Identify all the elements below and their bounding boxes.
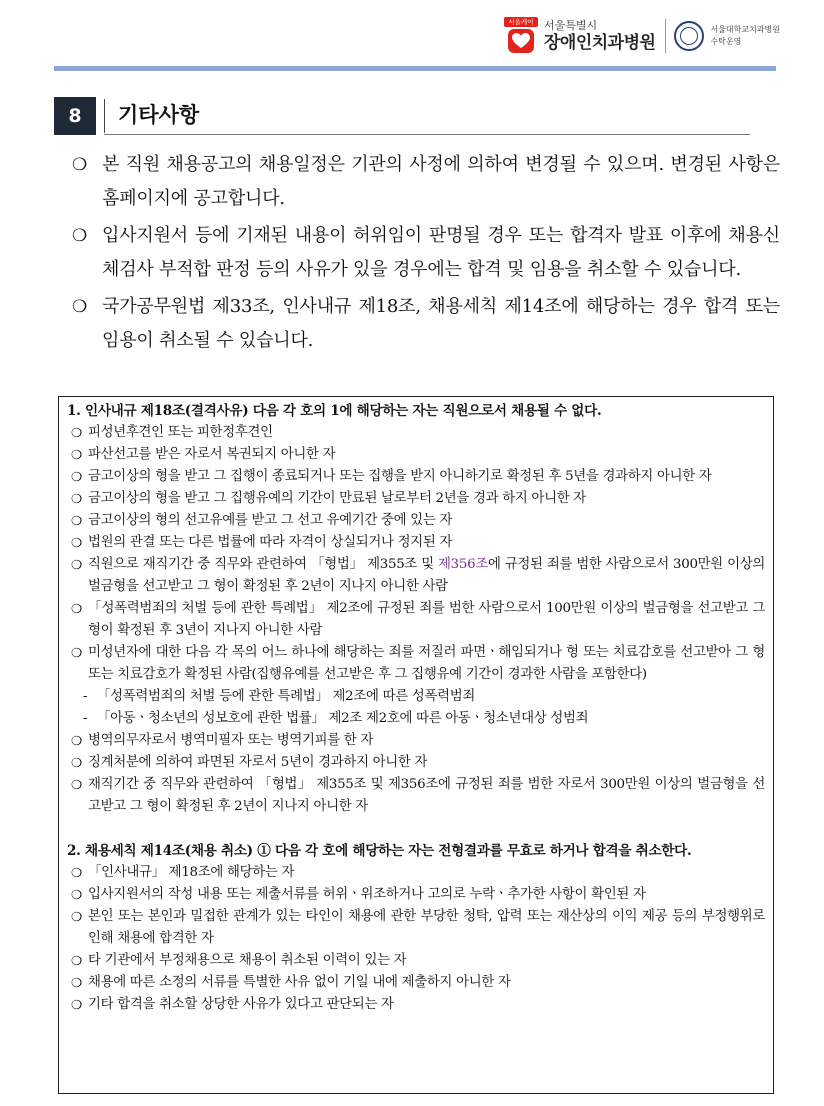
list-item [67,774,765,818]
regulation-box [58,396,774,1094]
list-item [67,950,765,972]
bullet: ❍ [71,557,83,572]
bullet: ❍ [71,975,83,990]
list-item [67,598,765,642]
bullet: ❍ [71,601,83,616]
list-item [67,466,765,488]
bullet: ❍ [71,997,83,1012]
hospital-name-block [544,19,655,54]
list-item-text: 재직기간 중 직무와 관련하여 「형법」 제355조 및 제356조에 규정된 죄를 범한 자로서 300만원 이상의 벌금형을 선고받고 그 형이 확정된 후 2년이 지나지 아니한 자 [88,777,765,814]
bullet: ❍ [72,297,88,317]
dash-bullet: - [83,689,88,704]
hospital-name: 장애인치과병원 [543,32,656,53]
list-item-text [88,554,765,598]
list-item-text: 「인사내규」 제18조에 해당하는 자 [88,865,295,880]
list-item [67,444,765,466]
regulation-title-2: 2. 채용세칙 제14조(채용 취소) ① 다음 각 호에 해당하는 자는 전형결과를 무효로 하거나 합격을 취소한다. [67,843,692,859]
section-number: 8 [54,97,96,135]
list-item-text: 본 직원 채용공고의 채용일정은 기관의 사정에 의하여 변경될 수 있으며. 변경된 사항은 홈페이지에 공고합니다. [102,154,780,209]
page-header [504,14,780,58]
list-item [67,730,765,752]
section-underline [104,134,750,135]
list-item-text: 국가공무원법 제33조, 인사내규 제18조, 채용세칙 제14조에 해당하는 경우 합격 또는 임용이 취소될 수 있습니다. [102,296,780,351]
list-item-text: 병역의무자로서 병역미필자 또는 병역기피를 한 자 [88,733,374,748]
list-item-text: 입사지원서의 작성 내용 또는 제출서류를 허위ㆍ위조하거나 고의로 누락ㆍ추가한 사항이 확인된 자 [88,887,646,902]
sub-list-item [67,708,765,730]
list-item [67,422,765,444]
seoul-care-logo [504,17,538,55]
list-item-text: 파산선고를 받은 자로서 복권되지 아니한 자 [88,447,336,462]
bullet: ❍ [71,645,83,660]
bullet: ❍ [72,226,88,246]
list-item-text: 입사지원서 등에 기재된 내용이 허위임이 판명될 경우 또는 합격자 발표 이후에 채용신체검사 부적합 판정 등의 사유가 있을 경우에는 합격 및 임용을 취소할 수 있습니다. [102,225,780,280]
list-item [67,532,765,554]
header-rule [54,66,776,71]
list-item [67,994,765,1016]
list-item [67,752,765,774]
dash-bullet: - [83,711,88,726]
bullet: ❍ [71,447,83,462]
bullet: ❍ [71,953,83,968]
bullet: ❍ [71,755,83,770]
university-name: 서울대학교치과병원 [710,25,780,34]
list-item-text: 금고이상의 형을 받고 그 집행유예의 기간이 만료된 날로부터 2년을 경과 하지 아니한 자 [88,491,586,506]
sub-list-item-text: 「성폭력범죄의 처벌 등에 관한 특례법」 제2조에 따른 성폭력범죄 [97,689,475,704]
bullet: ❍ [71,513,83,528]
list-item-text: 채용에 따른 소정의 서류를 특별한 사유 없이 기일 내에 제출하지 아니한 자 [88,975,511,990]
list-item [67,884,765,906]
list-item-text: 피성년후견인 또는 피한정후견인 [88,425,273,440]
university-seal-icon [674,21,704,51]
list-item [72,148,780,216]
sub-list-item [67,686,765,708]
crime-text-highlight: 제356조 [438,557,488,572]
list-item-text: 금고이상의 형을 받고 그 집행이 종료되거나 또는 집행을 받지 아니하기로 확정된 후 5년을 경과하지 아니한 자 [88,469,712,484]
hospital-city: 서울특별시 [543,18,598,32]
bullet: ❍ [71,865,83,880]
crime-text-post: 에 규정된 죄를 범한 사람으로서 300만원 이상의 벌금형을 선고받고 그 형이 확정된 후 2년이 지나지 아니한 사람 [88,557,765,594]
list-item [67,554,765,598]
crime-text-pre: 직원으로 재직기간 중 직무와 관련하여 「형법」 제355조 및 [88,557,439,572]
heart-icon [508,29,534,53]
section-divider [104,99,105,133]
section-title: 기타사항 [118,103,200,127]
list-item-text: 징계처분에 의하여 파면된 자로서 5년이 경과하지 아니한 자 [88,755,428,770]
bullet: ❍ [71,425,83,440]
bullet: ❍ [71,535,83,550]
list-item-text: 금고이상의 형의 선고유예를 받고 그 선고 유예기간 중에 있는 자 [88,513,453,528]
regulation-title-1: 1. 인사내규 제18조(결격사유) 다음 각 호의 1에 해당하는 자는 직원으로서 채용될 수 없다. [67,403,602,419]
section-heading [54,97,750,135]
list-item [67,642,765,686]
main-notice-list [72,148,780,361]
list-item-text: 타 기관에서 부정채용으로 채용이 취소된 이력이 있는 자 [88,953,407,968]
university-text [710,24,780,48]
logo-tag: 서울케어 [504,17,538,27]
list-item [72,219,780,287]
list-item-text: 본인 또는 본인과 밀접한 관계가 있는 타인이 채용에 관한 부당한 청탁, 압력 또는 재산상의 이익 제공 등의 부정행위로 인해 채용에 합격한 자 [88,909,765,946]
bullet: ❍ [71,733,83,748]
bullet: ❍ [71,491,83,506]
list-item-text: 「성폭력범죄의 처벌 등에 관한 특례법」 제2조에 규정된 죄를 범한 사람으로서 100만원 이상의 벌금형을 선고받고 그 형이 확정된 후 3년이 지나지 아니한 사람 [88,601,765,638]
spacer [67,818,765,840]
list-item [67,862,765,884]
list-item [67,906,765,950]
list-item-text: 기타 합격을 취소할 상당한 사유가 있다고 판단되는 자 [88,997,394,1012]
bullet: ❍ [72,155,88,175]
bullet: ❍ [71,909,83,924]
list-item-text: 법원의 관결 또는 다른 법률에 따라 자격이 상실되거나 정지된 자 [88,535,453,550]
university-operation: 수탁운영 [710,37,742,46]
list-item [67,510,765,532]
list-item-text: 미성년자에 대한 다음 각 목의 어느 하나에 해당하는 죄를 저질러 파면ㆍ해임되거나 형 또는 치료감호를 선고받아 그 형 또는 치료감호가 확정된 사람(집행유예를 선고받은 후 그 집행유예 기간이 경과한 사람을 포함한다) [88,645,765,682]
bullet: ❍ [71,777,83,792]
list-item [72,290,780,358]
list-item [67,972,765,994]
bullet: ❍ [71,469,83,484]
bullet: ❍ [71,887,83,902]
header-divider [665,19,666,53]
list-item [67,488,765,510]
sub-list-item-text: 「아동ㆍ청소년의 성보호에 관한 법률」 제2조 제2호에 따른 아동ㆍ청소년대상 성범죄 [97,711,589,726]
